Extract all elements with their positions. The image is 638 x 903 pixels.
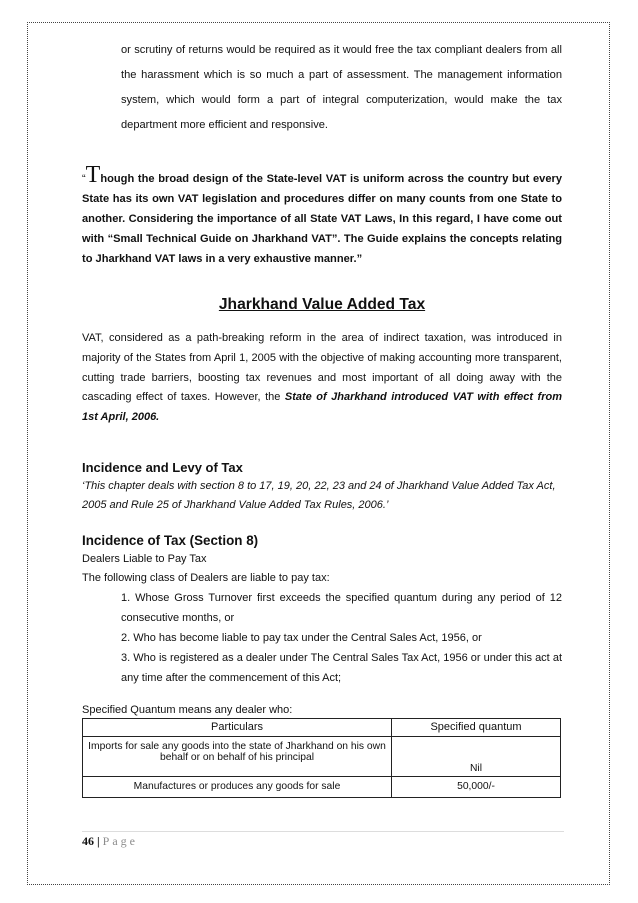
vat-paragraph-text: VAT, considered as a path-breaking reform in the area of indirect taxation, was introduced in majority of the States from April 1, 2005 with the objective of making accounting more transparent, cutting trade barriers, boosting tax revenues and most important of all doing away with the cascading effect of taxes. However, the (82, 332, 562, 404)
incidence-levy-description: ‘This chapter deals with section 8 to 17, 19, 20, 22, 23 and 24 of Jharkhand Value Added Tax Act, 2005 and Rule 25 of Jharkhand Value Added Tax Rules, 2006.’ (82, 479, 556, 512)
incidence-levy-heading: Incidence and Levy of Tax (82, 459, 243, 475)
incidence-tax-heading: Incidence of Tax (Section 8) (82, 532, 259, 548)
quote-text: hough the broad design of the State-level VAT is uniform across the country but every State has its own VAT legislation and procedures differ on many counts from one State to another. Considering the importance of all State VAT Laws, In this regard, I have come out with “Small Technical Guide on Jharkhand VAT”. The Guide explains the concepts relating to Jharkhand VAT laws in a very exhaustive manner.” (82, 173, 562, 265)
dealer-class-list (82, 588, 562, 688)
table-cell-quantum: Nil (392, 736, 561, 776)
quote-open-mark: “ (82, 173, 86, 185)
document-content (82, 38, 562, 798)
page-number: 46 (82, 834, 94, 848)
list-item: 2. Who has become liable to pay tax under the Central Sales Act, 1956, or (121, 631, 482, 644)
quote-drop-cap: T (85, 162, 101, 188)
vat-paragraph-emphasis: State of Jharkhand introduced VAT with effect from 1st April, 2006. (82, 391, 562, 424)
column-header-specified-quantum: Specified quantum (392, 718, 561, 736)
footer-divider (82, 831, 564, 832)
dealers-liable-subheading: Dealers Liable to Pay Tax (82, 552, 207, 565)
main-title: Jharkhand Value Added Tax (218, 296, 426, 313)
footer-separator: | (97, 834, 100, 848)
table-row (83, 736, 561, 776)
table-row (83, 776, 561, 797)
intro-paragraph: or scrutiny of returns would be required as it would free the tax compliant dealers from all the harassment which is so much a part of assessment. The management information system, which would form a part of integral computerization, would make the tax department more efficient and responsive. (121, 44, 562, 131)
page-footer (82, 834, 138, 849)
specified-quantum-label: Specified Quantum means any dealer who: (82, 703, 293, 716)
list-item: 3. Who is registered as a dealer under The Central Sales Tax Act, 1956 or under this act at any time after the commencement of this Act; (121, 651, 562, 684)
quote-paragraph (82, 162, 562, 269)
table-cell-particulars: Manufactures or produces any goods for sale (83, 776, 392, 797)
specified-quantum-table (82, 718, 561, 798)
column-header-particulars: Particulars (83, 718, 392, 736)
page-label: Page (102, 834, 138, 848)
vat-paragraph (82, 329, 562, 428)
table-header-row (83, 718, 561, 736)
dealers-liable-intro: The following class of Dealers are liable to pay tax: (82, 571, 330, 584)
table-cell-particulars: Imports for sale any goods into the state of Jharkhand on his own behalf or on behalf of his principal (83, 736, 392, 776)
list-item: 1. Whose Gross Turnover first exceeds the specified quantum during any period of 12 consecutive months, or (121, 591, 562, 624)
table-cell-quantum: 50,000/- (392, 776, 561, 797)
